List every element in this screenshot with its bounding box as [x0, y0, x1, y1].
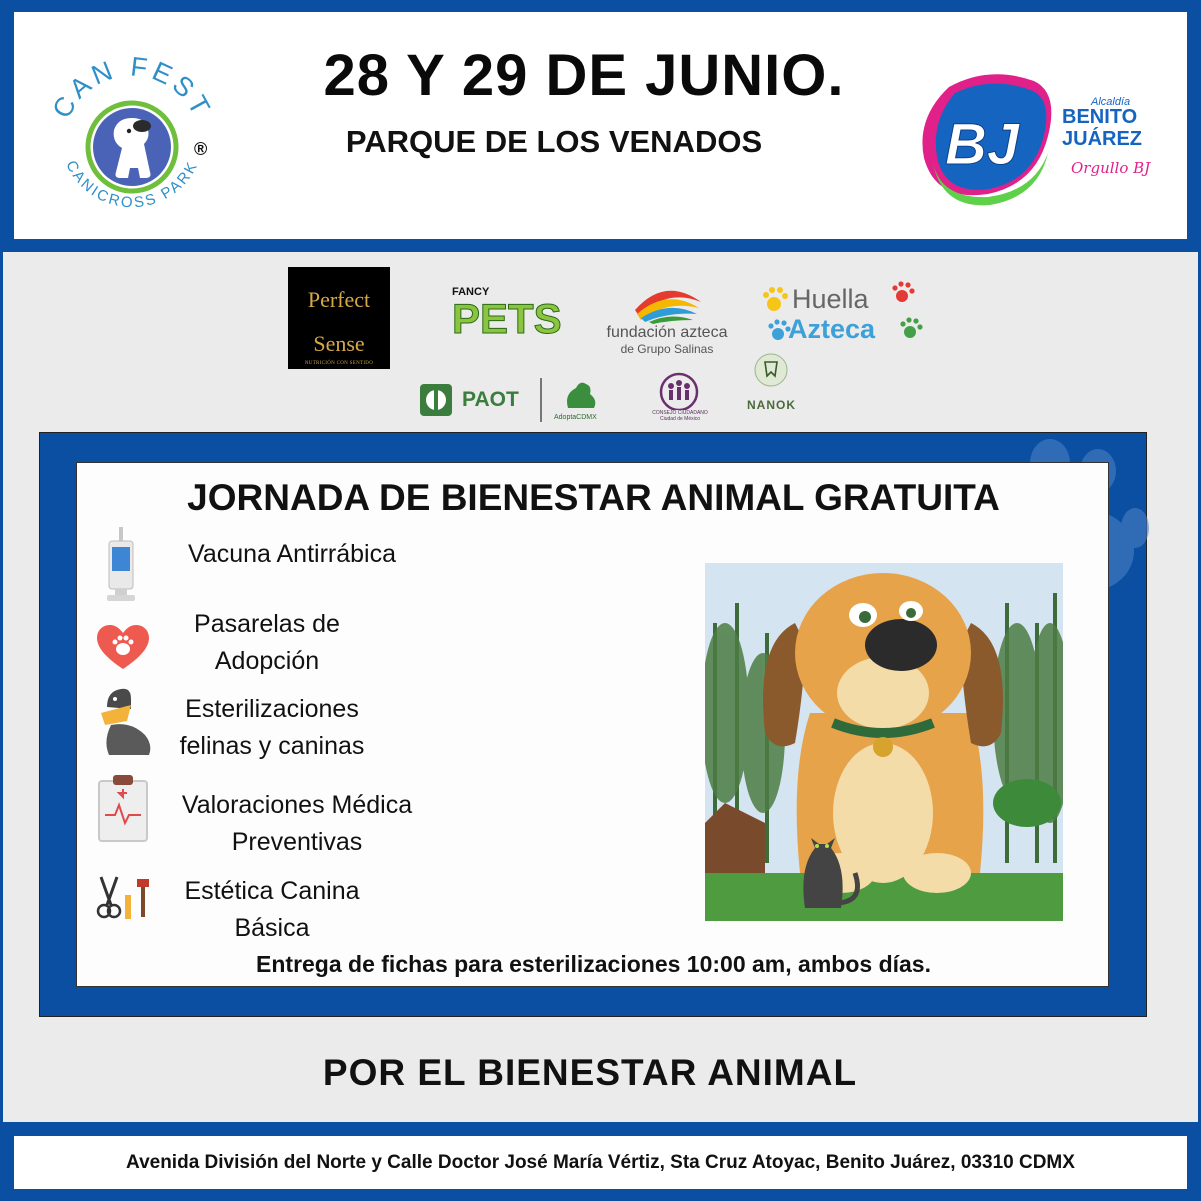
service-valoraciones-line2: Preventivas — [231, 828, 363, 856]
service-estetica-line2: Básica — [234, 914, 310, 942]
nanok-badge-icon — [753, 352, 789, 392]
huella-text: Huella — [792, 284, 869, 314]
nanok-logo — [745, 352, 797, 414]
service-esterilizaciones — [157, 691, 387, 765]
canfest-logo — [42, 52, 222, 232]
perfect-sense-line2: Sense — [313, 331, 365, 356]
service-esterilizaciones-line2: felinas y caninas — [179, 732, 365, 760]
consejo-ciudadano-logo — [648, 370, 710, 430]
canfest-bottom-text: CANICROSS PARK — [62, 157, 202, 212]
huella-azteca-logo — [760, 280, 925, 350]
tagline: POR EL BIENESTAR ANIMAL — [322, 1052, 858, 1093]
fichas-note: Entrega de fichas para esterilizaciones 10:00 am, ambos días. — [256, 951, 931, 977]
paot-text: PAOT — [462, 388, 519, 411]
consejo-people-icon — [648, 370, 710, 410]
event-place: PARQUE DE LOS VENADOS — [345, 124, 763, 159]
heart-paw-icon — [97, 625, 149, 671]
fancy-pets-main: PETS — [452, 295, 562, 342]
registered-mark: ® — [194, 139, 208, 159]
service-estetica — [162, 873, 382, 947]
azteca-swoosh-icon — [627, 280, 707, 324]
service-pasarelas-line1: Pasarelas de — [194, 610, 340, 638]
benito-juarez-logo — [919, 67, 1169, 207]
service-vacuna — [177, 536, 407, 573]
bj-name-2: JUÁREZ — [1062, 128, 1143, 150]
fancy-pets-logo — [452, 286, 572, 351]
service-valoraciones — [167, 787, 427, 861]
adopta-dog-icon — [558, 378, 598, 414]
service-estetica-line1: Estética Canina — [184, 877, 360, 905]
medical-clipboard-icon — [97, 775, 149, 843]
fundacion-azteca-line2: de Grupo Salinas — [620, 342, 714, 356]
service-pasarelas — [167, 606, 367, 680]
event-date: 28 Y 29 DE JUNIO. — [323, 43, 845, 108]
nanok-text: NANOK — [747, 398, 796, 412]
service-esterilizaciones-line1: Esterilizaciones — [185, 695, 359, 723]
paot-emblem-icon — [418, 382, 454, 418]
perfect-sense-sub: NUTRICIÓN CON SENTIDO — [304, 361, 374, 366]
service-vacuna-line1: Vacuna Antirrábica — [188, 540, 396, 568]
card-title: JORNADA DE BIENESTAR ANIMAL GRATUITA — [187, 477, 1000, 518]
header-banner — [14, 12, 1187, 239]
bj-name-1: BENITO — [1062, 106, 1138, 128]
footer-bar — [14, 1136, 1187, 1189]
fundacion-azteca-line1: fundación azteca — [606, 324, 728, 341]
bj-alcaldia: Alcaldía — [1091, 96, 1131, 108]
perfect-sense-line1: Perfect — [307, 287, 371, 312]
canfest-top-text: CAN FEST — [46, 52, 218, 124]
syringe-icon — [103, 527, 139, 607]
footer-address: Avenida División del Norte y Calle Doctor José María Vértiz, Sta Cruz Atoyac, Benito Juárez, 03310 CDMX — [126, 1152, 1075, 1173]
giant-dog-photo — [705, 563, 1063, 921]
paot-logo — [418, 378, 608, 424]
perfect-sense-logo — [288, 267, 390, 369]
service-valoraciones-line1: Valoraciones Médica — [181, 791, 413, 819]
azteca-text: Azteca — [788, 314, 876, 344]
fundacion-azteca-logo — [597, 280, 737, 360]
bj-initials: BJ — [945, 112, 1020, 177]
consejo-text: CONSEJO CIUDADANO Ciudad de México — [652, 410, 708, 422]
bj-slogan: Orgullo BJ — [1071, 159, 1151, 177]
sponsor-divider — [540, 378, 542, 422]
dog-cone-icon — [93, 687, 157, 757]
adopta-text: AdoptaCDMX — [554, 414, 597, 421]
grooming-tools-icon — [95, 875, 155, 921]
fancy-pets-top: FANCY — [452, 286, 490, 298]
service-pasarelas-line2: Adopción — [214, 647, 320, 675]
